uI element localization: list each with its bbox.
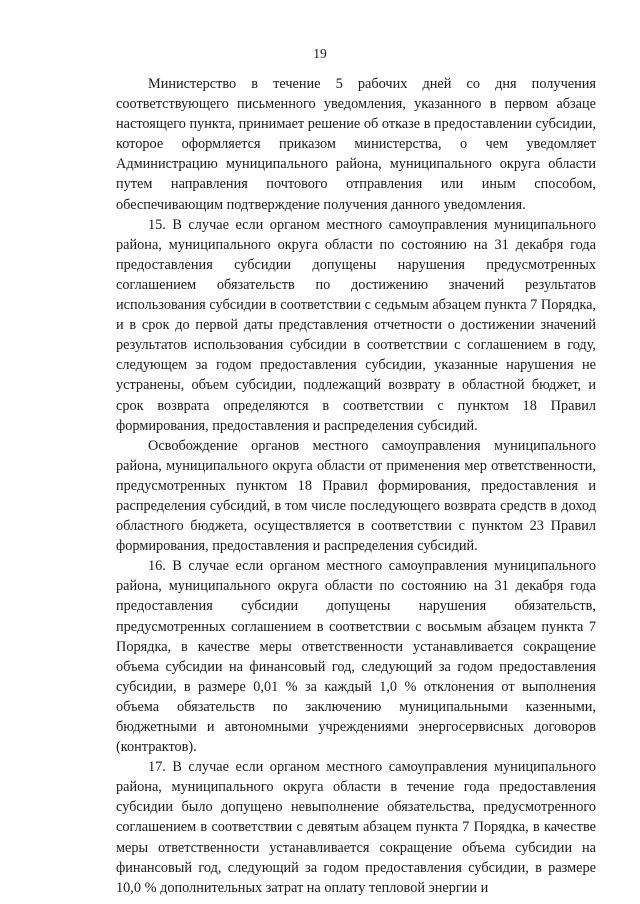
paragraph-item-15: 15. В случае если органом местного самоуправления муниципального района, муниципального округа области по состоянию на 31 декабря года предоставления субсидии допущены нарушения предусмотренных соглашением обязательств по достижению значений результатов использования субсидии в соответствии с седьмым абзацем пункта 7 Порядка, и в срок до первой даты представления отчетности о достижении значений результатов использования субсидии в соответствии с соглашением в году, следующем за годом предоставления субсидии, указанные нарушения не устранены, объем субсидии, подлежащий возврату в областной бюджет, и срок возврата определяются в соответствии с пунктом 18 Правил формирования, предоставления и распределения субсидий. bbox=[116, 216, 596, 434]
paragraph-item-16: 16. В случае если органом местного самоуправления муниципального района, муниципального округа области по состоянию на 31 декабря года предоставления субсидии допущены нарушения обязательств, предусмотренных соглашением в соответствии с восьмым абзацем пункта 7 Порядка, в качестве меры ответственности устанавливается сокращение объема субсидии на финансовый год, следующий за годом предоставления субсидии, в размере 0,01 % за каждый 1,0 % отклонения от выполнения объема обязательств по заключению муниципальными казенными, бюджетными и автономными учреждениями энергосервисных договоров (контрактов). bbox=[116, 558, 596, 756]
paragraph-ministry-notice: Министерство в течение 5 рабочих дней со дня получения соответствующего письменного уведомления, указанного в первом абзаце настоящего пункта, принимает решение об отказе в предоставлении субсидии, которое оформляется приказом министерства, о чем уведомляет Администрацию муниципального района, муниципального округа области путем направления почтового отправления или иным способом, обеспечивающим подтверждение получения данного уведомления. bbox=[116, 76, 596, 213]
document-body bbox=[116, 74, 596, 898]
page-number: 19 bbox=[313, 46, 327, 61]
paragraph-exemption: Освобождение органов местного самоуправления муниципального района, муниципального округа области от применения мер ответственности, предусмотренных пунктом 18 Правил формирования, предоставления и распределения субсидий, в том числе последующего возврата средств в доход областного бюджета, осуществляется в соответствии с пунктом 23 Правил формирования, предоставления и распределения субсидий. bbox=[116, 437, 596, 555]
paragraph-item-17: 17. В случае если органом местного самоуправления муниципального района, муниципального округа области в течение года предоставления субсидии было допущено невыполнение обязательства, предусмотренного соглашением в соответствии с девятым абзацем пункта 7 Порядка, в качестве меры ответственности устанавливается сокращение объема субсидии на финансовый год, следующий за годом предоставления субсидии, в размере 10,0 % дополнительных затрат на оплату тепловой энергии и bbox=[116, 759, 596, 896]
